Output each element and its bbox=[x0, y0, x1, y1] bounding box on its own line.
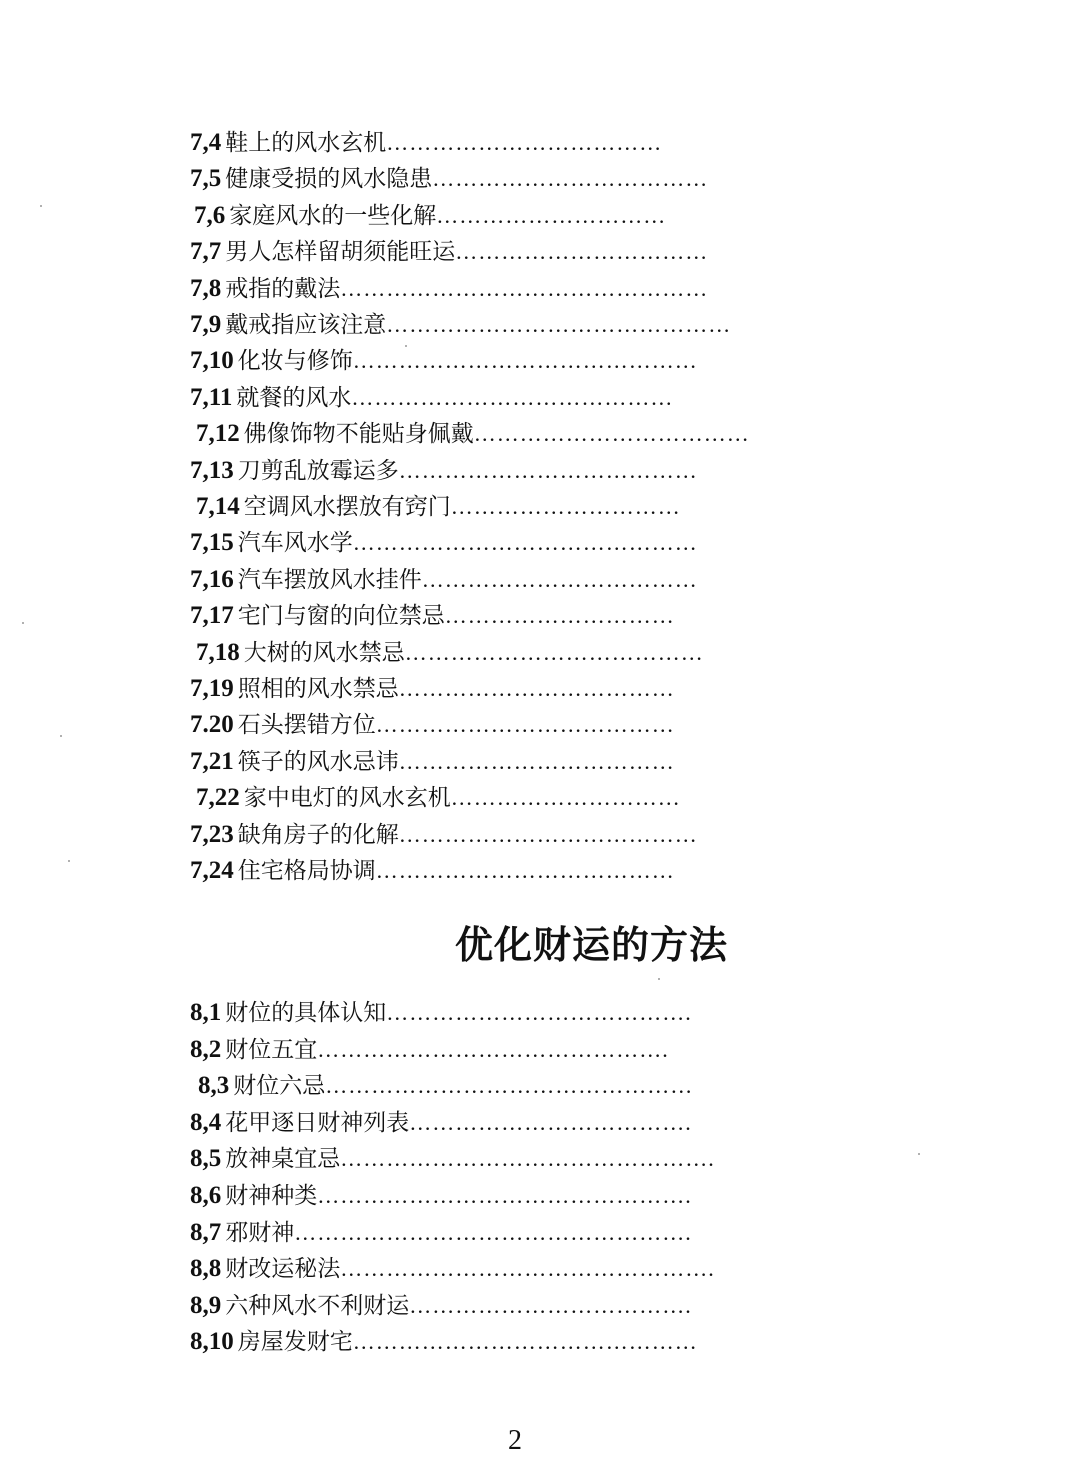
toc-entry-number: 7,6 bbox=[194, 201, 226, 229]
toc-entry-title: 戴戒指应该注意 bbox=[225, 312, 387, 338]
toc-entry-leader-dots: ……………………………… bbox=[398, 748, 675, 774]
toc-entry-leader-dots: ……………………………… bbox=[421, 566, 698, 592]
toc-entry-number: 8,6 bbox=[190, 1182, 222, 1209]
toc-entry-leader-dots: ………………………………. bbox=[409, 1292, 692, 1318]
toc-entry bbox=[190, 994, 692, 1030]
toc-entry-number: 7,11 bbox=[190, 383, 233, 411]
toc-entry-number: 7,8 bbox=[190, 274, 222, 302]
toc-entry-leader-dots: ……………………………………… bbox=[386, 312, 732, 337]
toc-entry bbox=[190, 1323, 698, 1359]
toc-entry bbox=[190, 1177, 692, 1213]
toc-entry bbox=[198, 1067, 693, 1103]
toc-entry-title: 财位的具体认知 bbox=[225, 1000, 387, 1026]
toc-entry bbox=[190, 597, 675, 633]
toc-entry-number: 8,8 bbox=[190, 1255, 222, 1283]
toc-entry bbox=[190, 306, 731, 342]
toc-entry bbox=[190, 270, 708, 306]
toc-entry-leader-dots: ………………………………… bbox=[398, 821, 698, 847]
toc-entry-title: 财位五宜 bbox=[225, 1036, 318, 1063]
toc-entry-number: 8,5 bbox=[190, 1145, 222, 1173]
toc-entry-leader-dots: ………………………… bbox=[450, 785, 681, 811]
toc-entry-number: 8,9 bbox=[190, 1291, 222, 1319]
toc-entry-leader-dots: ……………………………… bbox=[432, 166, 709, 192]
toc-entry bbox=[190, 452, 698, 488]
toc-entry-leader-dots: ……………………………………… bbox=[352, 530, 698, 556]
toc-entry bbox=[190, 743, 675, 779]
scan-speck bbox=[22, 622, 24, 624]
toc-entry-number: 7,24 bbox=[190, 857, 234, 884]
toc-entry bbox=[194, 197, 666, 233]
toc-entry-number: 8,10 bbox=[190, 1328, 234, 1356]
toc-entry-title: 财位六忌 bbox=[233, 1073, 326, 1100]
toc-entry bbox=[196, 634, 704, 670]
toc-entry-leader-dots: ………………………… bbox=[450, 494, 681, 519]
toc-entry-title: 照相的风水禁忌 bbox=[237, 676, 399, 702]
toc-entry-leader-dots: ……………………………… bbox=[473, 421, 750, 447]
toc-entry-leader-dots: ………………………… bbox=[436, 202, 667, 228]
toc-entry bbox=[196, 415, 750, 451]
toc-entry-number: 7,10 bbox=[190, 347, 234, 375]
scan-speck bbox=[658, 978, 660, 980]
page-number: 2 bbox=[508, 1425, 522, 1456]
toc-entry-leader-dots: ………………………………… bbox=[375, 712, 675, 738]
scan-speck bbox=[40, 205, 42, 207]
toc-entry-number: 8,1 bbox=[190, 999, 222, 1026]
toc-entry-title: 就餐的风水 bbox=[236, 384, 352, 411]
section-heading: 优化财运的方法 bbox=[455, 923, 729, 967]
toc-entry-number: 7,4 bbox=[190, 129, 222, 156]
toc-entry-title: 住宅格局协调 bbox=[237, 858, 376, 884]
toc-entry-title: 化妆与修饰 bbox=[237, 348, 353, 375]
toc-entry-number: 7,16 bbox=[190, 565, 234, 593]
toc-entry-leader-dots: …………………………………………. bbox=[340, 1256, 715, 1282]
toc-entry-number: 7,15 bbox=[190, 529, 234, 557]
toc-entry-leader-dots: ……………………………………… bbox=[352, 1329, 698, 1355]
toc-entry-title: 大树的风水禁忌 bbox=[243, 639, 405, 666]
toc-entry-number: 8,7 bbox=[190, 1218, 222, 1246]
toc-entry-number: 7,18 bbox=[196, 638, 240, 666]
scan-speck bbox=[405, 345, 407, 347]
toc-entry-title: 筷子的风水忌讳 bbox=[237, 748, 399, 775]
toc-entry-number: 7,21 bbox=[190, 747, 234, 775]
toc-entry bbox=[190, 1140, 715, 1176]
toc-entry-number: 7,13 bbox=[190, 456, 234, 484]
toc-entry-leader-dots: …………………………… bbox=[455, 239, 709, 265]
toc-entry-title: 宅门与窗的向位禁忌 bbox=[237, 603, 445, 630]
toc-entry-leader-dots: ………………………… bbox=[444, 603, 675, 629]
toc-entry-leader-dots: ………………………………… bbox=[398, 457, 698, 483]
toc-entry bbox=[190, 670, 675, 706]
toc-entry-title: 空调风水摆放有窍门 bbox=[243, 494, 451, 520]
toc-entry bbox=[190, 379, 673, 415]
toc-entry-title: 放神桌宜忌 bbox=[225, 1146, 341, 1173]
toc-entry bbox=[190, 1287, 692, 1323]
toc-entry bbox=[190, 1214, 692, 1250]
toc-entry-number: 7,12 bbox=[196, 420, 240, 448]
toc-entry bbox=[190, 124, 662, 160]
toc-entry-title: 男人怎样留胡须能旺运 bbox=[225, 239, 456, 266]
toc-entry bbox=[190, 233, 708, 269]
toc-entry bbox=[190, 524, 698, 560]
toc-entry-leader-dots: …………………………………. bbox=[386, 1000, 692, 1025]
toc-entry-number: 7,7 bbox=[190, 238, 222, 266]
toc-entry-number: 7,19 bbox=[190, 675, 234, 702]
toc-entry bbox=[190, 561, 698, 597]
toc-entry-title: 汽车风水学 bbox=[237, 530, 353, 557]
toc-entry-title: 佛像饰物不能贴身佩戴 bbox=[243, 421, 474, 448]
toc-entry-title: 家中电灯的风水玄机 bbox=[243, 785, 451, 812]
toc-entry bbox=[196, 488, 681, 524]
toc-entry bbox=[190, 342, 698, 378]
toc-entry bbox=[190, 852, 675, 888]
toc-entry-number: 7,5 bbox=[190, 165, 222, 193]
toc-entry-leader-dots: …………………………………… bbox=[351, 384, 674, 410]
toc-entry-number: 7,9 bbox=[190, 311, 222, 338]
toc-entry-title: 邪财神 bbox=[225, 1219, 295, 1246]
toc-entry-title: 刀剪乱放霉运多 bbox=[237, 457, 399, 484]
scan-speck bbox=[918, 1153, 920, 1155]
toc-entry-number: 7,22 bbox=[196, 784, 240, 812]
toc-entry-leader-dots: ………………………………………… bbox=[340, 275, 709, 301]
toc-entry-number: 8,3 bbox=[198, 1072, 230, 1100]
scan-speck bbox=[60, 735, 62, 737]
toc-entry-leader-dots: ………………………………………… bbox=[325, 1073, 694, 1099]
toc-entry-title: 汽车摆放风水挂件 bbox=[237, 566, 422, 593]
toc-entry bbox=[190, 1250, 715, 1286]
toc-entry bbox=[190, 160, 708, 196]
toc-entry-title: 财神种类 bbox=[225, 1183, 318, 1209]
toc-entry-leader-dots: ………………………………………. bbox=[317, 1036, 669, 1062]
toc-entry-title: 花甲逐日财神列表 bbox=[225, 1109, 410, 1136]
toc-entry-title: 健康受损的风水隐患 bbox=[225, 166, 433, 193]
toc-entry-title: 石头摆错方位 bbox=[237, 712, 376, 739]
toc-entry-number: 7,23 bbox=[190, 820, 234, 848]
toc-entry-title: 缺角房子的化解 bbox=[237, 821, 399, 848]
toc-entry-title: 鞋上的风水玄机 bbox=[225, 130, 387, 156]
toc-entry-number: 8,4 bbox=[190, 1108, 222, 1136]
toc-entry bbox=[196, 779, 681, 815]
toc-entry-leader-dots: ………………………………. bbox=[409, 1109, 692, 1135]
toc-entry-leader-dots: …………………………………………. bbox=[340, 1146, 715, 1172]
scan-speck bbox=[68, 860, 70, 862]
toc-entry bbox=[190, 706, 675, 742]
toc-entry-leader-dots: ……………………………… bbox=[386, 130, 663, 155]
toc-entry-title: 戒指的戴法 bbox=[225, 275, 341, 302]
toc-entry-number: 8,2 bbox=[190, 1035, 222, 1063]
toc-entry-title: 房屋发财宅 bbox=[237, 1329, 353, 1356]
toc-entry bbox=[190, 1104, 692, 1140]
toc-entry-number: 7,17 bbox=[190, 602, 234, 630]
toc-entry-title: 六种风水不利财运 bbox=[225, 1292, 410, 1319]
toc-entry-title: 财改运秘法 bbox=[225, 1256, 341, 1283]
toc-entry-number: 7.20 bbox=[190, 711, 234, 739]
toc-entry-leader-dots: ………………………………… bbox=[404, 639, 704, 665]
toc-entry-leader-dots: ……………………………… bbox=[398, 676, 675, 701]
toc-entry-leader-dots: ………………………………… bbox=[375, 858, 675, 883]
toc-entry-title: 家庭风水的一些化解 bbox=[229, 202, 437, 229]
toc-entry-number: 7,14 bbox=[196, 493, 240, 520]
toc-entry bbox=[190, 1031, 669, 1067]
toc-entry-leader-dots: …………………………………………. bbox=[317, 1183, 692, 1208]
toc-entry bbox=[190, 816, 698, 852]
toc-entry-leader-dots: ……………………………………… bbox=[352, 348, 698, 374]
toc-entry-leader-dots: ……………………………………………. bbox=[294, 1219, 692, 1245]
